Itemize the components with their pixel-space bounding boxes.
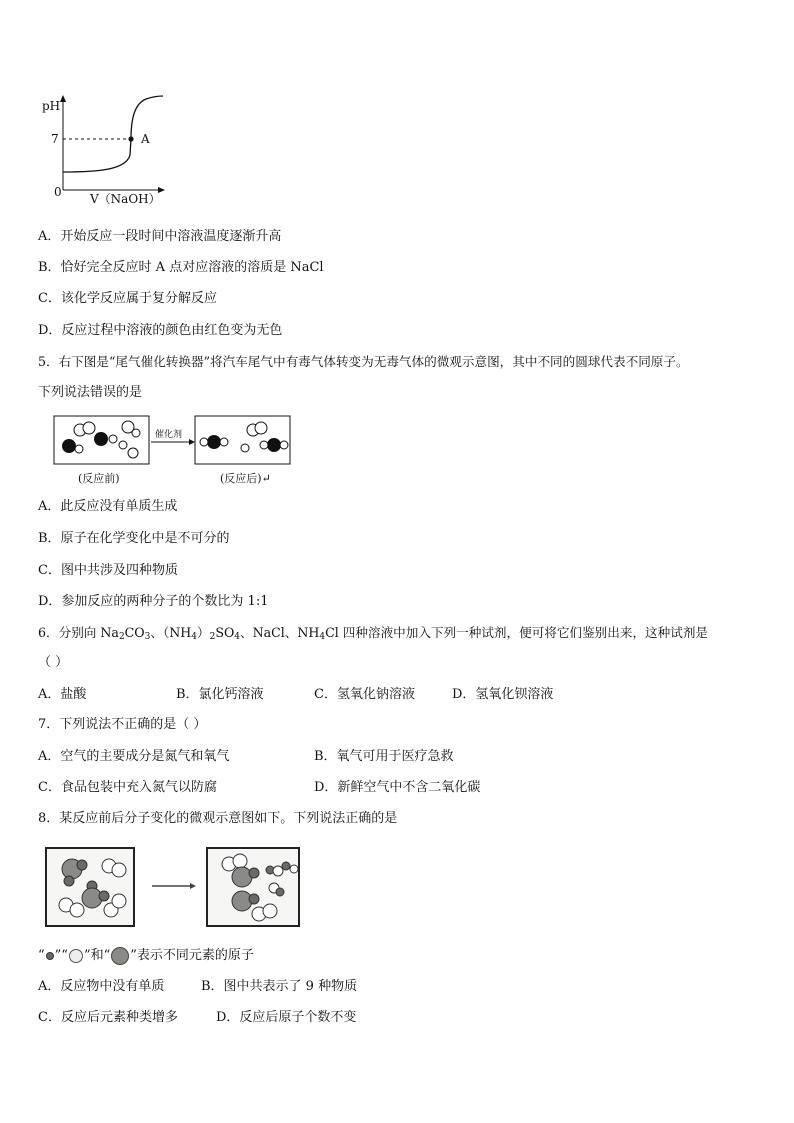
q7-option-d: D．新鲜空气中不含二氧化碳 (314, 780, 481, 795)
q5-catalytic-converter-diagram (52, 412, 297, 490)
catalyst-label: 催化剂 (155, 430, 183, 440)
q7-option-a: A．空气的主要成分是氮气和氧气 (38, 749, 230, 764)
atom-white (255, 422, 267, 434)
q6-option-a: A．盐酸 (38, 687, 87, 702)
legend-quote: “ (38, 948, 45, 963)
q8-molecule-diagram (44, 844, 304, 930)
atom-small-dark (64, 876, 74, 886)
tick-7-label: 7 (51, 132, 59, 146)
atom-white (263, 904, 277, 918)
white-atom-icon (68, 948, 84, 964)
atom-black (94, 432, 108, 446)
before-label: (反应前) (78, 472, 120, 485)
q7-option-b: B．氧气可用于医疗急救 (314, 749, 454, 764)
atom-white (112, 863, 126, 877)
reaction-arrow-head (190, 883, 196, 889)
q7-stem: 7．下列说法不正确的是（ ） (38, 717, 207, 732)
atom-black (207, 435, 221, 449)
atom-small-dark (282, 862, 290, 870)
atom-black (267, 438, 281, 452)
atom-small-dark (276, 888, 284, 896)
x-axis-label: V（NaOH） (90, 192, 161, 206)
q6-stem-rest: Cl 四种溶液中加入下列一种试剂，便可将它们鉴别出来，这种试剂是 (325, 625, 709, 640)
formula-na2co3: $Na_2CO_3$ (100, 625, 151, 642)
atom-white (200, 438, 208, 446)
large-gray-atom-icon (110, 946, 130, 966)
atom-white (112, 894, 126, 908)
atom-white (280, 441, 288, 449)
atom-black (132, 429, 140, 437)
q5-option-c: C．图中共涉及四种物质 (38, 563, 178, 578)
atom-white (119, 441, 127, 449)
legend-text: ”表示不同元素的原子 (130, 948, 254, 963)
q8-stem: 8．某反应前后分子变化的微观示意图如下。下列说法正确的是 (38, 811, 398, 826)
atom-small-dark (249, 894, 259, 904)
atom-white (290, 865, 298, 873)
atom-black (62, 439, 76, 453)
q6-num: 6．分别向 (38, 625, 101, 640)
q8-atom-legend (38, 946, 254, 966)
q6-option-c: C．氢氧化钠溶液 (314, 687, 415, 702)
q5-stem-line1: 5．右下图是“尾气催化转换器”将汽车尾气中有毒气体转变为无毒气体的微观示意图，其中不同的圆球代表不同原子。 (38, 354, 689, 369)
formula-nh4cl: 、NaCl、$NH_4$ (240, 625, 326, 642)
ph-titration-graph (38, 90, 173, 208)
atom-small-dark (77, 860, 87, 870)
q5-stem-line2: 下列说法错误的是 (38, 385, 143, 400)
q4-option-c: C．该化学反应属于复分解反应 (38, 291, 217, 306)
atom-small-dark (99, 891, 109, 901)
q6-option-b: B．氯化钙溶液 (176, 687, 264, 702)
point-a-label: A (141, 132, 150, 146)
atom-white (273, 866, 283, 876)
q4-option-a: A．开始反应一段时间中溶液温度逐渐升高 (38, 229, 282, 244)
after-label: (反应后)↵ (220, 472, 271, 485)
atom-white (128, 448, 138, 458)
small-atom-icon (45, 951, 55, 961)
atom-white (220, 438, 228, 446)
q5-option-a: A．此反应没有单质生成 (38, 499, 178, 514)
formula-nh4-2so4: 、$(NH_4)_2SO_4$ (150, 625, 241, 642)
atom-white (260, 441, 268, 449)
q6-option-d: D．氢氧化钡溶液 (452, 687, 554, 702)
q4-option-d: D．反应过程中溶液的颜色由红色变为无色 (38, 323, 283, 338)
y-axis-arrow (60, 95, 66, 102)
atom-small-dark (249, 868, 259, 878)
q5-option-d: D．参加反应的两种分子的个数比为 1:1 (38, 594, 269, 609)
atom-white (70, 903, 84, 917)
q7-option-c: C．食品包装中充入氮气以防腐 (38, 780, 217, 795)
atom-white (233, 854, 247, 868)
q8-option-b: B．图中共表示了 9 种物质 (201, 979, 358, 994)
y-axis-label: pH (42, 99, 61, 113)
origin-label: 0 (54, 185, 62, 199)
q8-option-c: C．反应后元素种类增多 (38, 1010, 178, 1025)
q4-option-b: B．恰好完全反应时 A 点对应溶液的溶质是 NaCl (38, 260, 324, 275)
atom-white (83, 422, 95, 434)
reaction-arrow-head (189, 439, 195, 445)
q5-option-b: B．原子在化学变化中是不可分的 (38, 531, 230, 546)
q8-option-d: D．反应后原子个数不变 (216, 1010, 357, 1025)
atom-white (75, 445, 83, 453)
atom-white (241, 444, 249, 452)
q8-option-a: A．反应物中没有单质 (38, 979, 165, 994)
point-a-marker (128, 136, 133, 141)
legend-quote: ”“ (54, 948, 68, 963)
q6-answer-paren: （ ） (38, 655, 69, 670)
q6-stem (38, 624, 708, 646)
atom-large-gray (232, 867, 252, 887)
legend-quote: ”和“ (83, 948, 111, 963)
atom-white (109, 435, 117, 443)
